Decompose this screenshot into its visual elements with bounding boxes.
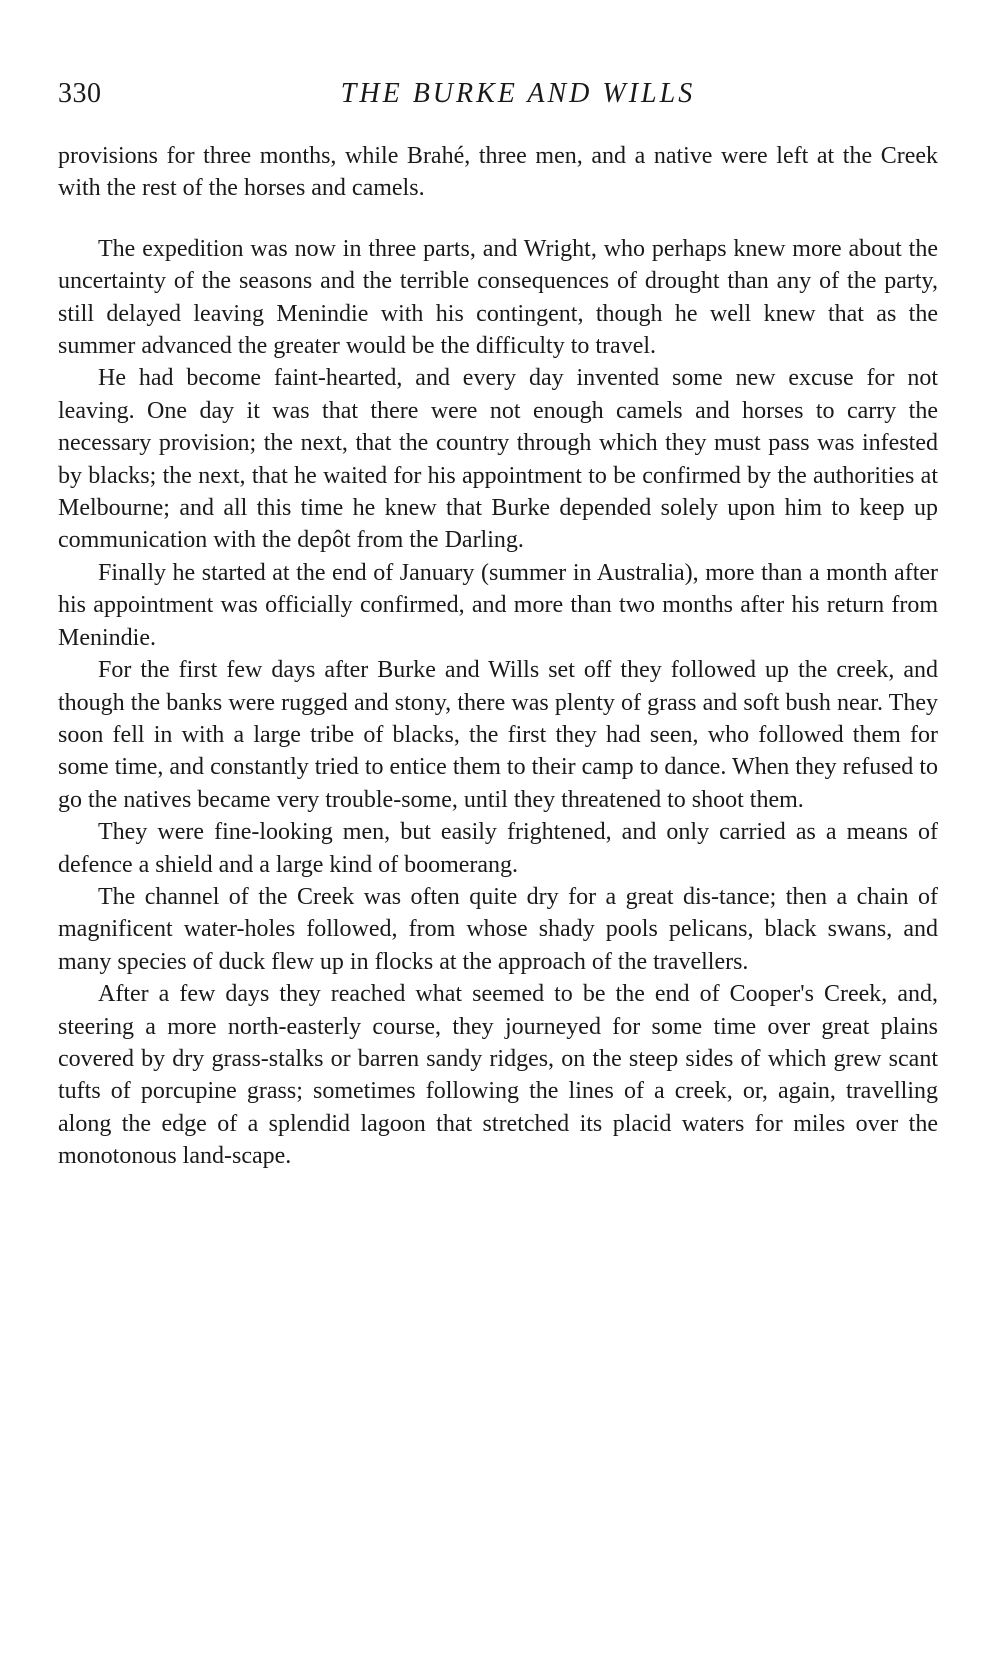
body-text (58, 140, 938, 1173)
page-header (58, 78, 938, 118)
page-number: 330 (58, 78, 102, 109)
paragraph-continued: provisions for three months, while Brahé, three men, and a native were left at the Creek with the rest of the horses and camels. (58, 143, 938, 202)
paragraph: Finally he started at the end of January (summer in Australia), more than a month after his appointment was officially confirmed, and more than two months after his return from Menindie. (58, 559, 938, 651)
paragraph: He had become faint-hearted, and every day invented some new excuse for not leaving. One day it was that there were not enough camels and horses to carry the necessary provision; the next, that the country through which they must pass was infested by blacks; the next, that he waited for his appointment to be confirmed by the authorities at Melbourne; and all this time he knew that Burke depended solely upon him to keep up communication with the depôt from the Darling. (58, 365, 938, 554)
running-title: THE BURKE AND WILLS (340, 78, 696, 109)
paragraph: The channel of the Creek was often quite dry for a great dis-tance; then a chain of magnificent water-holes followed, from whose shady pools pelicans, black swans, and many species of duck flew up in flocks at the approach of the travellers. (58, 883, 938, 975)
paragraph: For the first few days after Burke and Wills set off they followed up the creek, and though the banks were rugged and stony, there was plenty of grass and soft bush near. They soon fell in with a large tribe of blacks, the first they had seen, who followed them for some time, and constantly tried to entice them to their camp to dance. When they refused to go the natives became very trouble-some, until they threatened to shoot them. (58, 657, 938, 813)
paragraph: They were fine-looking men, but easily frightened, and only carried as a means of defence a shield and a large kind of boomerang. (58, 819, 938, 878)
paragraph: After a few days they reached what seemed to be the end of Cooper's Creek, and, steering a more north-easterly course, they journeyed for some time over great plains covered by dry grass-stalks or barren sandy ridges, on the steep sides of which grew scant tufts of porcupine grass; sometimes following the lines of a creek, or, again, travelling along the edge of a splendid lagoon that stretched its placid waters for miles over the monotonous land-scape. (58, 981, 938, 1170)
paragraph: The expedition was now in three parts, and Wright, who perhaps knew more about the uncertainty of the seasons and the terrible consequences of drought than any of the party, still delayed leaving Menindie with his contingent, though he well knew that as the summer advanced the greater would be the difficulty to travel. (58, 235, 938, 360)
